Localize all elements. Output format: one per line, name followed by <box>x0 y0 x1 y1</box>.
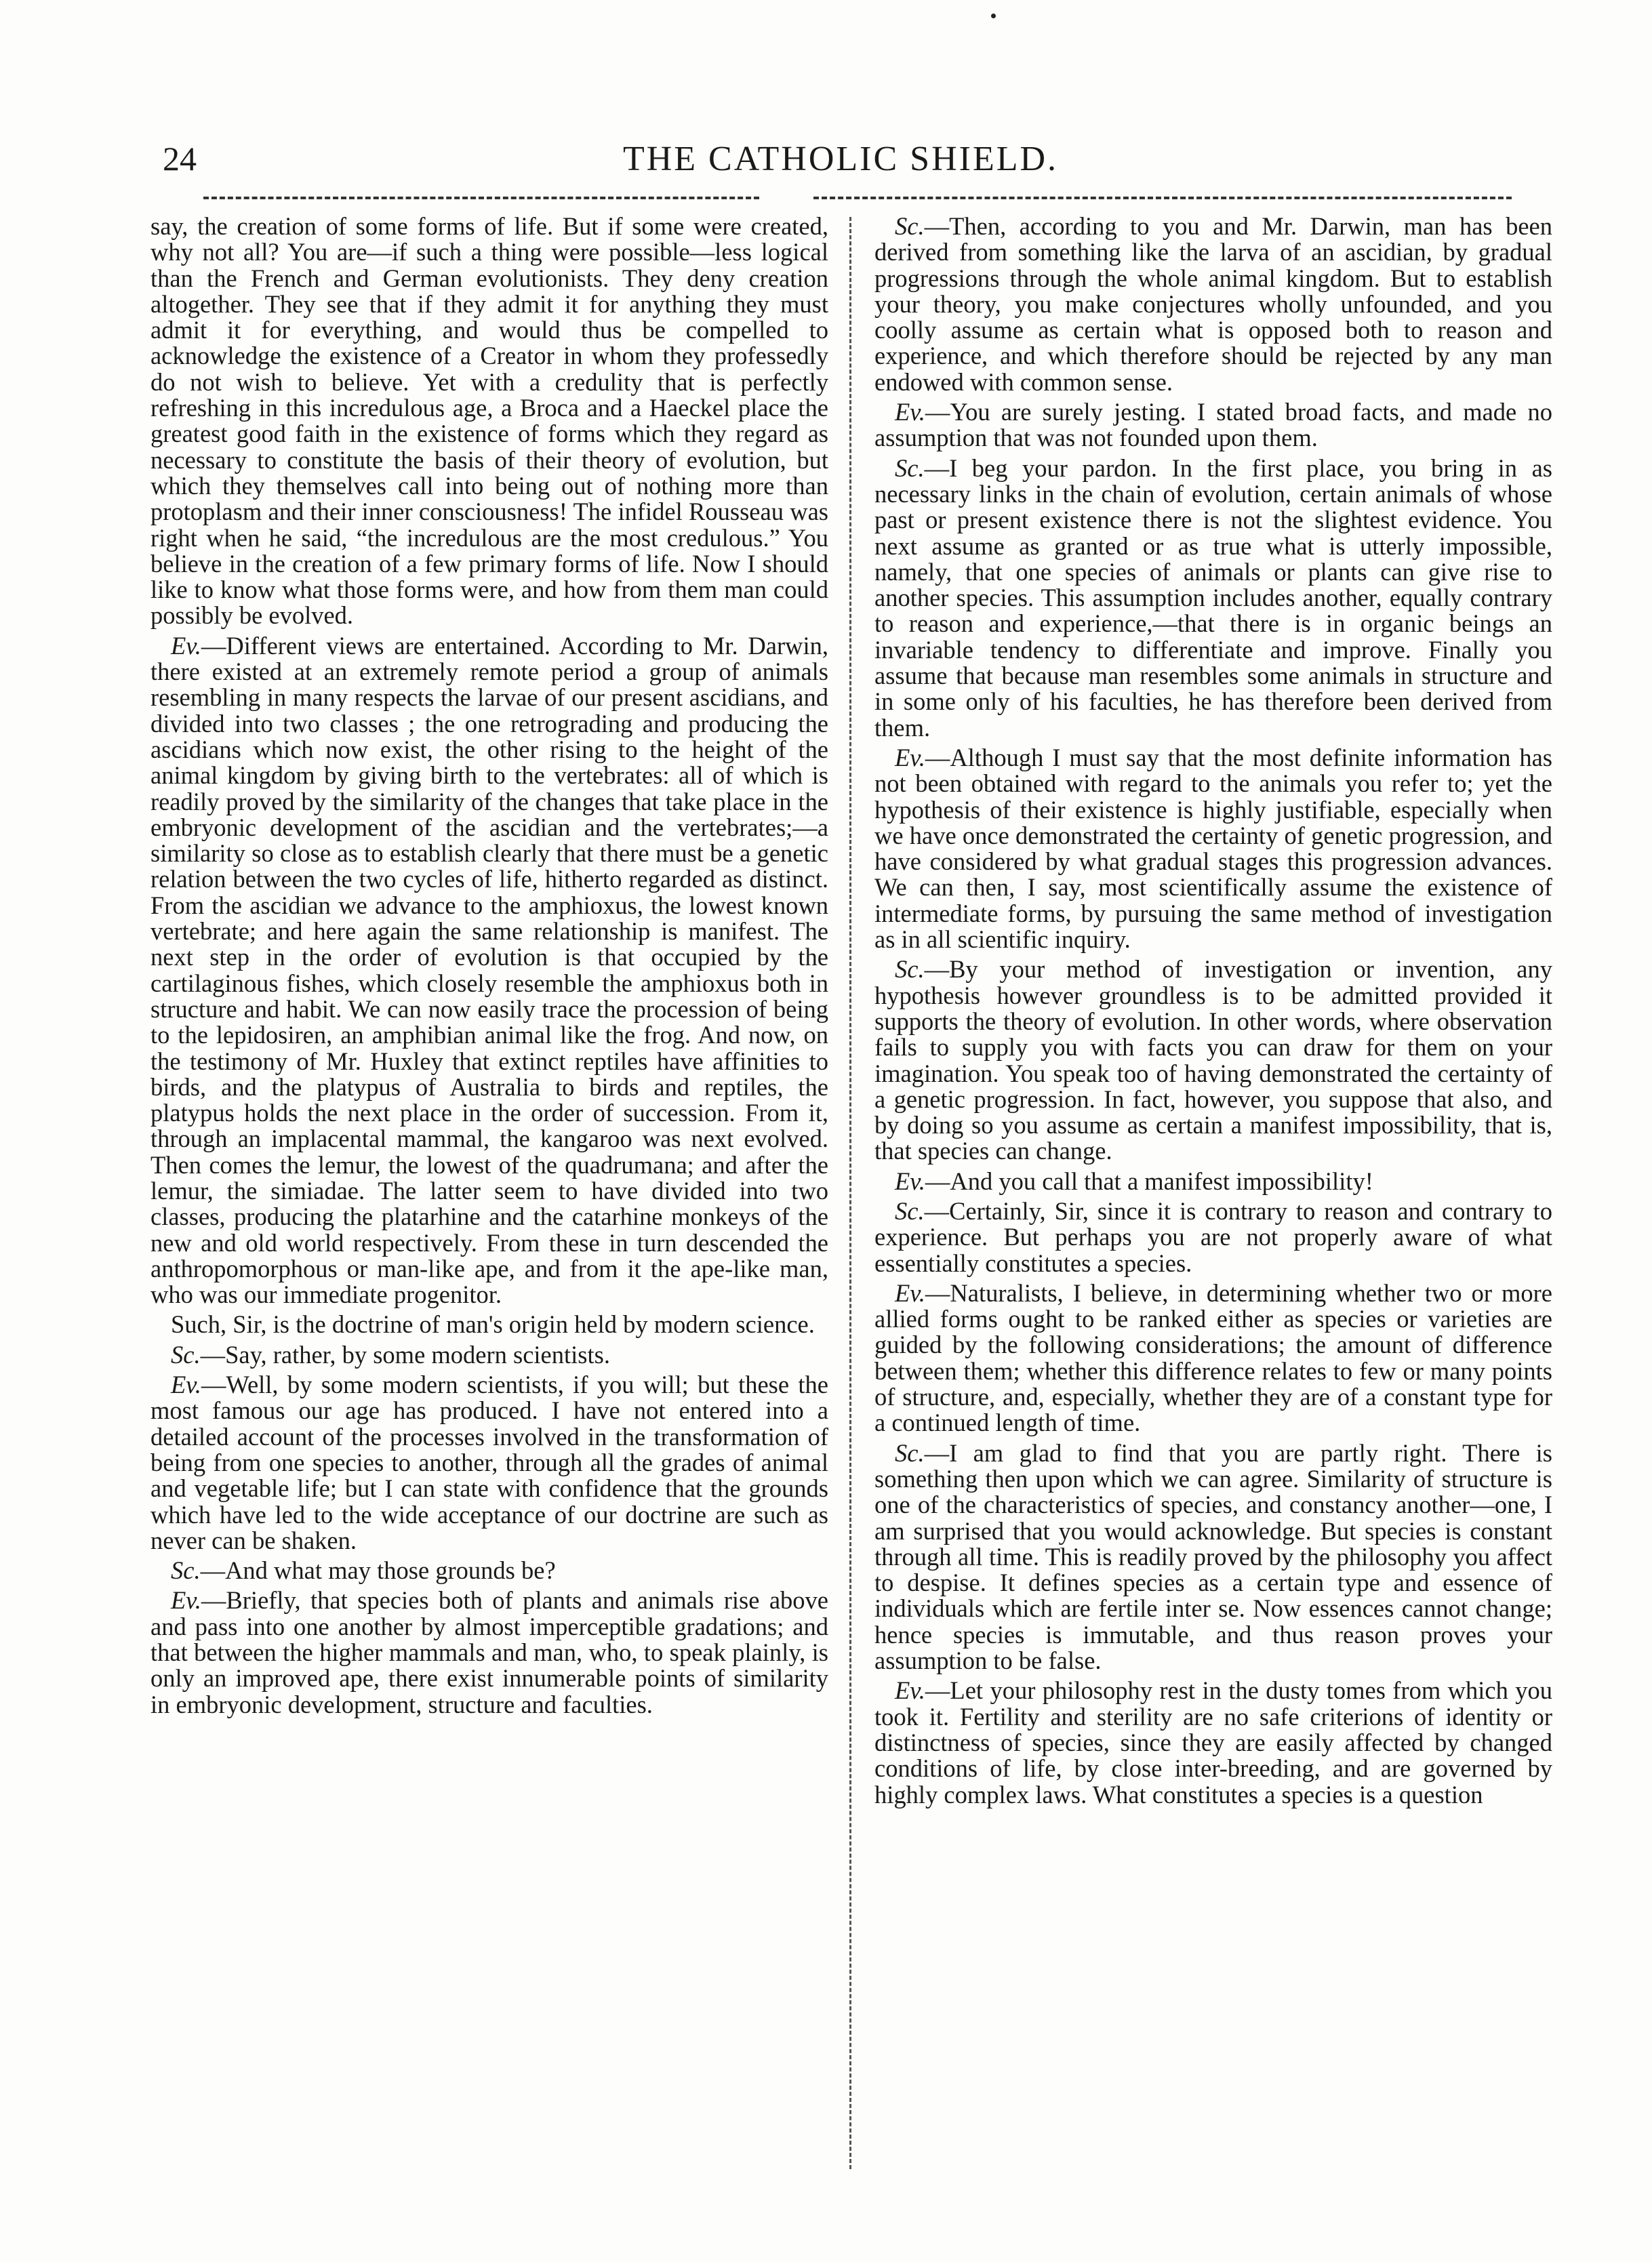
paragraph <box>150 1342 828 1368</box>
right-column <box>874 214 1552 2206</box>
paragraph-text: —Certainly, Sir, since it is contrary to reason and contrary to experience. But perhaps you are not properly aware of what essentially constitutes a species. <box>874 1196 1552 1277</box>
paragraph <box>874 214 1552 395</box>
speaker-label: Ev. <box>895 1676 925 1705</box>
speaker-label: Sc. <box>895 955 925 984</box>
paragraph-text: —I beg your pardon. In the first place, you bring in as necessary links in the chain of evolution, certain animals of whose past or present existence there is not the slightest evidence. You next assume as granted or as true what is utterly impossible, namely, that one species of animals or plants can give rise to another species. This assumption includes another, equally contrary to reason and experience,—that there is in organic beings an invariable tendency to differentiate and improve. Finally you assume that because man resembles some animals in structure and in some only of his faculties, he has therefore been derived from them. <box>874 453 1552 742</box>
paragraph <box>150 633 828 1308</box>
header-rule-right <box>813 197 1512 199</box>
speaker-label: Sc. <box>895 453 925 482</box>
paragraph-text: —And what may those grounds be? <box>200 1556 556 1585</box>
paragraph-text: —Briefly, that species both of plants and animals rise above and pass into one another by almost imperceptible gradations; and that between the higher mammals and man, who, to speak plainly, is only an improved ape, there exist innumerable points of similarity in embryonic development, structure and faculties. <box>150 1586 828 1718</box>
speaker-label: Ev. <box>895 743 925 771</box>
speaker-label: Ev. <box>895 398 925 426</box>
paragraph <box>874 1169 1552 1194</box>
speaker-label: Sc. <box>895 214 925 240</box>
paragraph <box>874 956 1552 1164</box>
paragraph <box>150 1588 828 1717</box>
paragraph <box>874 1440 1552 1674</box>
speaker-label: Ev. <box>171 1586 201 1615</box>
speaker-label: Sc. <box>895 1438 925 1467</box>
paragraph-text: —Although I must say that the most definite information has not been obtained with regard to the animals you refer to; yet the hypothesis of their existence is highly justifiable, especially when we have once demonstrated the certainty of genetic progression, and have considered by what gradual stages this progression advances. We can then, I say, most scientifically assume the existence of intermediate forms, by pursuing the same method of investigation as in all scientific inquiry. <box>874 743 1552 954</box>
paragraph <box>150 1312 828 1337</box>
paragraph-text: —Say, rather, by some modern scientists. <box>200 1340 610 1369</box>
paragraph-text: —You are surely jesting. I stated broad facts, and made no assumption that was not founded upon them. <box>874 398 1552 452</box>
paragraph-text: —Well, by some modern scientists, if you will; but these the most famous our age has produced. I have not entered into a detailed account of the processes involved in the transformation of being from one species to another, through all the grades of animal and vegetable life; but I can state with confidence that the grounds which have led to the wide acceptance of our doctrine are such as never can be shaken. <box>150 1371 828 1554</box>
paragraph <box>874 1678 1552 1807</box>
speaker-label: Sc. <box>171 1556 201 1585</box>
paragraph <box>150 1372 828 1554</box>
left-column <box>150 214 828 2206</box>
paragraph-text: —By your method of investigation or invention, any hypothesis however groundless is to be admitted provided it supports the theory of evolution. In other words, where observation fails to supply you with facts you can draw for them on your imagination. You speak too of having demonstrated the certainty of a genetic progression. In fact, however, you suppose that also, and by doing so you assume as certain a manifest impossibility, that is, that species can change. <box>874 955 1552 1165</box>
paragraph-text: Such, Sir, is the doctrine of man's origin held by modern science. <box>171 1310 815 1339</box>
paragraph-text: —And you call that a manifest impossibility! <box>925 1167 1373 1195</box>
speaker-label: Sc. <box>171 1340 201 1369</box>
paragraph-text: —I am glad to find that you are partly right. There is something then upon which we can agree. Similarity of structure is one of the characteristics of species, and constancy another—one, I am surprised that you would acknowledge. But species is constant through all time. This is readily proved by the philosophy you affect to despise. It defines species as a certain type and essence of individuals which are fertile inter se. Now essences cannot change; hence species is immutable, and thus reason proves your assumption to be false. <box>874 1438 1552 1675</box>
page-header <box>163 139 1518 186</box>
paragraph <box>874 1198 1552 1276</box>
print-speck <box>991 14 996 18</box>
column-divider <box>849 217 851 2169</box>
paragraph-text: —Let your philosophy rest in the dusty tomes from which you took it. Fertility and sterility are no safe criterions of identity or distinctness of species, since they are easily affected by changed conditions of life, by close inter-breeding, and are governed by highly complex laws. What constitutes a species is a question <box>874 1676 1552 1809</box>
speaker-label: Ev. <box>895 1278 925 1307</box>
speaker-label: Ev. <box>171 631 201 660</box>
paragraph-text: say, the creation of some forms of life. But if some were created, why not all? You are—if such a thing were possible—less logical than the French and German evolutionists. They deny creation altogether. They see that if they admit it for anything they must admit it for everything, and would thus be compelled to acknowledge the existence of a Creator in whom they professedly do not wish to believe. Yet with a credulity that is perfectly refreshing in this incredulous age, a Broca and a Haeckel place the greatest good faith in the existence of forms which they regard as necessary to constitute the basis of their theory of evolution, but which they themselves call into being out of nothing more than protoplasm and their inner consciousness! The infidel Rousseau was right when he said, “the incredulous are the most credulous.” You believe in the creation of a few primary forms of life. Now I should like to know what those forms were, and how from them man could possibly be evolved. <box>150 214 828 630</box>
paragraph <box>150 1558 828 1583</box>
paragraph <box>874 1280 1552 1436</box>
speaker-label: Sc. <box>895 1196 925 1225</box>
speaker-label: Ev. <box>895 1167 925 1195</box>
paragraph <box>150 214 828 629</box>
paragraph <box>874 399 1552 451</box>
paragraph-text: —Different views are entertained. According to Mr. Darwin, there existed at an extremely remote period a group of animals resembling in many respects the larvae of our present ascidians, and divided into two classes ; the one retrograding and producing the ascidians which now exist, the other rising to the height of the animal kingdom by giving birth to the vertebrates: all of which is readily proved by the similarity of the changes that take place in the embryonic development of the ascidian and the vertebrates;—a similarity so close as to establish clearly that there must be a genetic relation between the two cycles of life, hitherto regarded as distinct. From the ascidian we advance to the amphioxus, the lowest known vertebrate; and here again the same relationship is manifest. The next step in the order of evolution is that occupied by the cartilaginous fishes, which closely resemble the amphioxus both in structure and habit. We can now easily trace the procession of being to the lepidosiren, an amphibian animal like the frog. And now, on the testimony of Mr. Huxley that extinct reptiles have affinities to birds, and the platypus of Australia to birds and reptiles, the platypus holds the next place in the order of succession. From it, through an implacental mammal, the kangaroo was next evolved. Then comes the lemur, the lowest of the quadrumana; and after the lemur, the simiadae. The latter seem to have divided into two classes, producing the platarhine and the catarhine monkeys of the new and old world respectively. From these in turn descended the anthropomorphous or man-like ape, and from it the ape-like man, who was our immediate progenitor. <box>150 631 828 1309</box>
paragraph-text: —Then, according to you and Mr. Darwin, man has been derived from something like the larva of an ascidian, by gradual progressions through the whole animal kingdom. But to establish your theory, you make conjectures wholly unfounded, and you coolly assume as certain what is opposed both to reason and experience, and which therefore should be rejected by any man endowed with common sense. <box>874 214 1552 396</box>
paragraph <box>874 745 1552 952</box>
header-rule-left <box>203 197 759 199</box>
paragraph-text: —Naturalists, I believe, in determining whether two or more allied forms ought to be ranked either as species or varieties are guided by the following considerations; the amount of difference between them; whether this difference relates to few or many points of structure, and, especially, whether they are of a constant type for a continued length of time. <box>874 1278 1552 1437</box>
speaker-label: Ev. <box>171 1371 201 1399</box>
journal-title: THE CATHOLIC SHIELD. <box>622 140 1059 178</box>
page-number: 24 <box>163 140 197 178</box>
paragraph <box>874 453 1552 742</box>
